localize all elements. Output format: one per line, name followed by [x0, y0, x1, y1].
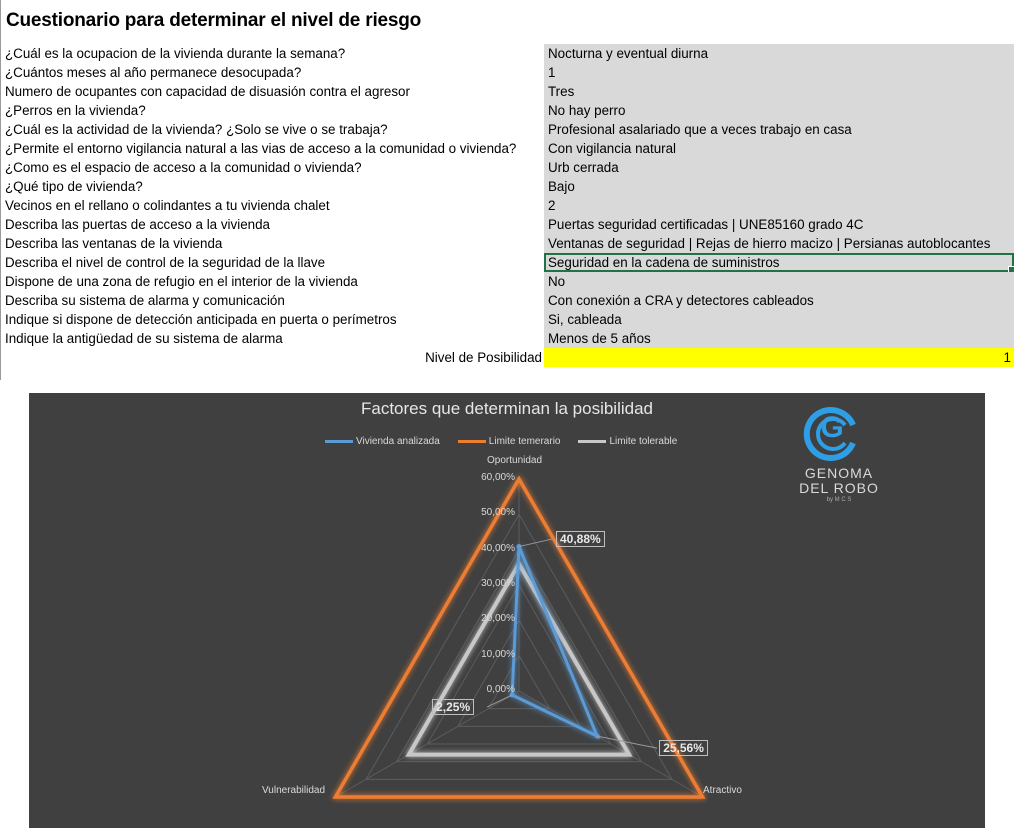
- logo-line3: by M C S: [826, 497, 852, 503]
- tick-label: 20,00%: [481, 613, 515, 625]
- question-cell[interactable]: Vecinos en el rellano o colindantes a tu vivienda chalet: [5, 198, 330, 213]
- answer-cell[interactable]: Urb cerrada: [544, 158, 1014, 177]
- question-cell[interactable]: ¿Cuántos meses al año permanece desocupada?: [5, 65, 302, 80]
- question-row: [0, 63, 1014, 82]
- question-row: [0, 234, 1014, 253]
- question-row: [0, 196, 1014, 215]
- question-row: [0, 82, 1014, 101]
- tick-label: 30,00%: [481, 578, 515, 589]
- tick-label: 10,00%: [481, 648, 515, 660]
- logo-line1: GENOMA: [804, 465, 874, 481]
- answer-cell-selected[interactable]: Seguridad en la cadena de suministros: [544, 253, 1014, 272]
- question-row: [0, 272, 1014, 291]
- legend-item-temerario: [458, 434, 561, 448]
- radar-chart[interactable]: [29, 393, 985, 828]
- question-row: [0, 158, 1014, 177]
- question-row: [0, 139, 1014, 158]
- question-cell[interactable]: Indique la antigüedad de su sistema de alarma: [5, 331, 283, 346]
- tick-label: 40,00%: [481, 542, 515, 554]
- answer-cell[interactable]: Profesional asalariado que a veces trabajo en casa: [544, 120, 1014, 139]
- answer-cell[interactable]: Si, cableada: [544, 310, 1014, 329]
- result-value[interactable]: 1: [544, 348, 1014, 367]
- question-row: [0, 291, 1014, 310]
- question-cell[interactable]: Describa el nivel de control de la seguridad de la llave: [5, 255, 326, 270]
- chart-title[interactable]: Factores que determinan la posibilidad: [360, 399, 653, 418]
- question-cell[interactable]: Describa su sistema de alarma y comunicación: [5, 293, 285, 308]
- question-row: [0, 101, 1014, 120]
- answer-cell[interactable]: Nocturna y eventual diurna: [544, 44, 1014, 63]
- question-rows: [0, 44, 1014, 367]
- question-cell[interactable]: Numero de ocupantes con capacidad de disuasión contra el agresor: [5, 84, 410, 99]
- question-cell[interactable]: ¿Qué tipo de vivienda?: [5, 179, 143, 194]
- question-cell[interactable]: ¿Cuál es la actividad de la vivienda? ¿Solo se vive o se trabaja?: [5, 122, 388, 137]
- answer-cell[interactable]: Ventanas de seguridad | Rejas de hierro macizo | Persianas autoblocantes: [544, 234, 1014, 253]
- answer-cell[interactable]: No: [544, 272, 1014, 291]
- tick-label: 0,00%: [486, 684, 515, 695]
- question-cell[interactable]: Describa las ventanas de la vivienda: [5, 236, 223, 251]
- legend-swatch-temerario: [458, 440, 486, 443]
- result-label[interactable]: Nivel de Posibilidad: [425, 350, 542, 365]
- data-label-vulnerabilidad[interactable]: 2,25%: [432, 699, 474, 715]
- question-cell[interactable]: ¿Permite el entorno vigilancia natural a las vias de acceso a la comunidad o vivienda?: [5, 141, 517, 156]
- legend-swatch-tolerable: [578, 440, 606, 443]
- legend-item-tolerable: [578, 434, 677, 448]
- sheet-title: Cuestionario para determinar el nivel de riesgo: [6, 10, 422, 31]
- answer-cell[interactable]: No hay perro: [544, 101, 1014, 120]
- answer-cell[interactable]: Con vigilancia natural: [544, 139, 1014, 158]
- data-label-leader: [487, 695, 512, 707]
- answer-cell[interactable]: Con conexión a CRA y detectores cableados: [544, 291, 1014, 310]
- legend-label: Limite tolerable: [609, 435, 678, 447]
- data-label-oportunidad[interactable]: 40,88%: [556, 531, 605, 547]
- question-cell[interactable]: ¿Cuál es la ocupacion de la vivienda durante la semana?: [5, 46, 346, 61]
- question-cell[interactable]: Dispone de una zona de refugio en el interior de la vivienda: [5, 274, 358, 289]
- spreadsheet: [0, 0, 1014, 380]
- data-label-atractivo[interactable]: 25,56%: [659, 740, 708, 756]
- answer-cell[interactable]: Bajo: [544, 177, 1014, 196]
- question-cell[interactable]: Indique si dispone de detección anticipada en puerta o perímetros: [5, 312, 397, 327]
- chart-legend[interactable]: [325, 434, 677, 448]
- answer-cell[interactable]: 1: [544, 63, 1014, 82]
- question-row: [0, 329, 1014, 348]
- axis-category-atractivo: Atractivo: [703, 785, 742, 796]
- legend-item-vivienda: [325, 434, 440, 448]
- question-row: [0, 253, 1014, 272]
- logo-letter: G: [820, 411, 844, 444]
- legend-label: Vivienda analizada: [356, 435, 440, 447]
- axis-category-oportunidad: Oportunidad: [487, 455, 543, 466]
- question-cell[interactable]: ¿Como es el espacio de acceso a la comunidad o vivienda?: [5, 160, 362, 175]
- question-row: [0, 177, 1014, 196]
- question-cell[interactable]: ¿Perros en la vivienda?: [5, 103, 146, 118]
- tick-label: 50,00%: [481, 507, 515, 519]
- answer-cell[interactable]: Tres: [544, 82, 1014, 101]
- tick-label: 60,00%: [481, 472, 515, 483]
- axis-category-vulnerabilidad: Vulnerabilidad: [262, 785, 326, 796]
- question-cell[interactable]: Describa las puertas de acceso a la vivienda: [5, 217, 270, 232]
- answer-cell[interactable]: Menos de 5 años: [544, 329, 1014, 348]
- question-row: [0, 215, 1014, 234]
- answer-cell[interactable]: 2: [544, 196, 1014, 215]
- logo-line2: DEL ROBO: [799, 480, 879, 496]
- legend-label: Limite temerario: [488, 435, 561, 447]
- question-row: [0, 120, 1014, 139]
- result-row: [0, 348, 1014, 367]
- question-row: [0, 310, 1014, 329]
- question-row: [0, 44, 1014, 63]
- legend-swatch-vivienda: [325, 440, 353, 443]
- answer-cell[interactable]: Puertas seguridad certificadas | UNE85160 grado 4C: [544, 215, 1014, 234]
